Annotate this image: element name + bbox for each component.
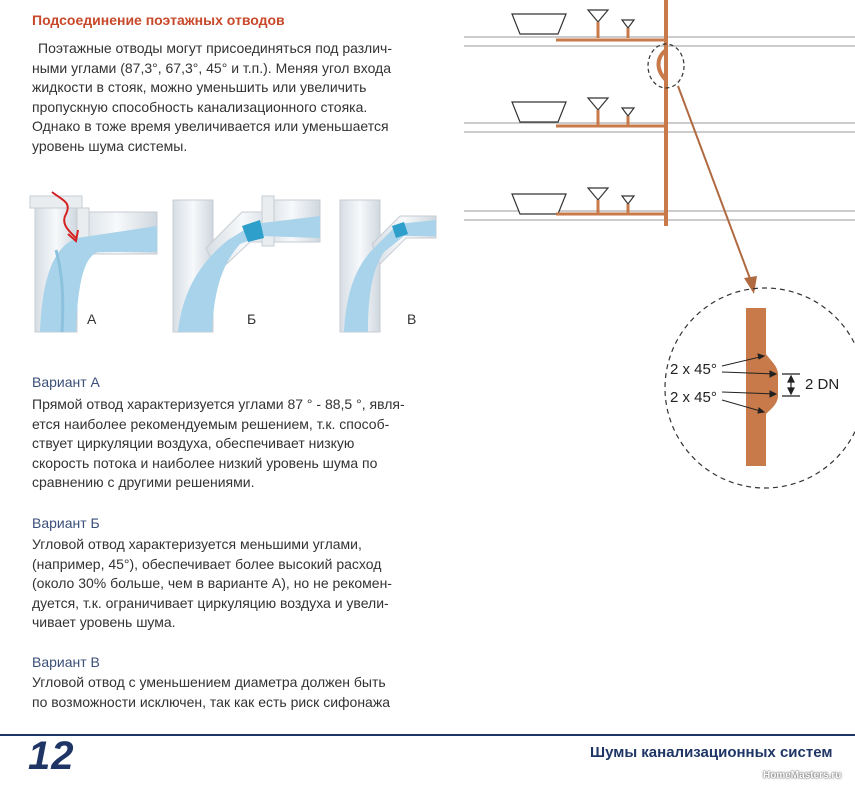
riser-pipe [664,0,668,226]
variant-a-heading: Вариант А [32,374,100,390]
variant-b-line: (около 30% больше, чем в варианте А), но не рекомен- [32,575,392,591]
intro-line: жидкости в стояк, можно уменьшить или увеличить [32,79,367,95]
offset-pipe-detail [746,308,778,466]
variant-v-line: по возможности исключен, так как есть риск сифонажа [32,693,390,710]
figure-label-b: Б [247,311,257,327]
intro-paragraph [32,39,434,156]
variant-b-heading: Вариант Б [32,515,100,531]
variant-b-line: (например, 45°), обеспечивает более высокий расход [32,555,382,572]
riser-diagram [460,0,855,500]
intro-line: Однако в тоже время увеличивается или уменьшается [32,118,389,134]
footer-divider [0,734,855,736]
intro-line: ными углами (87,3°, 67,3°, 45° и т.п.). Меняя угол входа [32,59,392,76]
intro-line: Поэтажные отводы могут присоединяться под различ- [38,40,392,56]
variant-a-text [32,395,434,493]
variant-a-line: Прямой отвод характеризуется углами 87 ° - 88,5 °, явля- [32,396,405,412]
angle-label-upper: 2 x 45° [670,361,717,378]
variant-v-heading: Вариант В [32,654,100,670]
variant-b-line: Угловой отвод характеризуется меньшими углами, [32,536,362,552]
offset-dimension-label: 2 DN [805,376,840,393]
section-title: Подсоединение поэтажных отводов [32,12,285,28]
variant-a-line: ется наиболее рекомендуемым решением, т.к. способ- [32,415,390,432]
variant-a-line: ствует циркуляции воздуха, обеспечивает низкую [32,435,355,451]
dimension-marker [782,374,800,396]
floor-2-fixtures [512,98,666,126]
page-number: 12 [28,734,75,778]
angle-label-lower: 2 x 45° [670,389,717,406]
variant-a-line: скорость потока и наиболее низкий уровень шума по [32,454,378,471]
variant-b-text [32,535,434,633]
floor-1-fixtures [512,10,666,40]
watermark: HomeMasters.ru [763,770,842,781]
figure-label-a: А [87,311,97,327]
intro-line: уровень шума системы. [32,137,188,154]
figure-v-reduced-branch [340,200,436,332]
variant-b-line: чивает уровень шума. [32,614,176,630]
variant-v-line: Угловой отвод с уменьшением диаметра должен быть [32,674,386,690]
figure-label-v: В [407,311,417,327]
variant-b-line: дуется, т.к. ограничивает циркуляцию воздуха и увели- [32,594,389,611]
floor-3-fixtures [512,188,666,214]
intro-line: пропускную способность канализационного стояка. [32,98,368,115]
detail-pointer-arrow [678,86,752,284]
variant-v-text [32,673,434,712]
footer-title: Шумы канализационных систем [590,744,833,761]
variant-a-line: сравнению с другими решениями. [32,474,255,490]
